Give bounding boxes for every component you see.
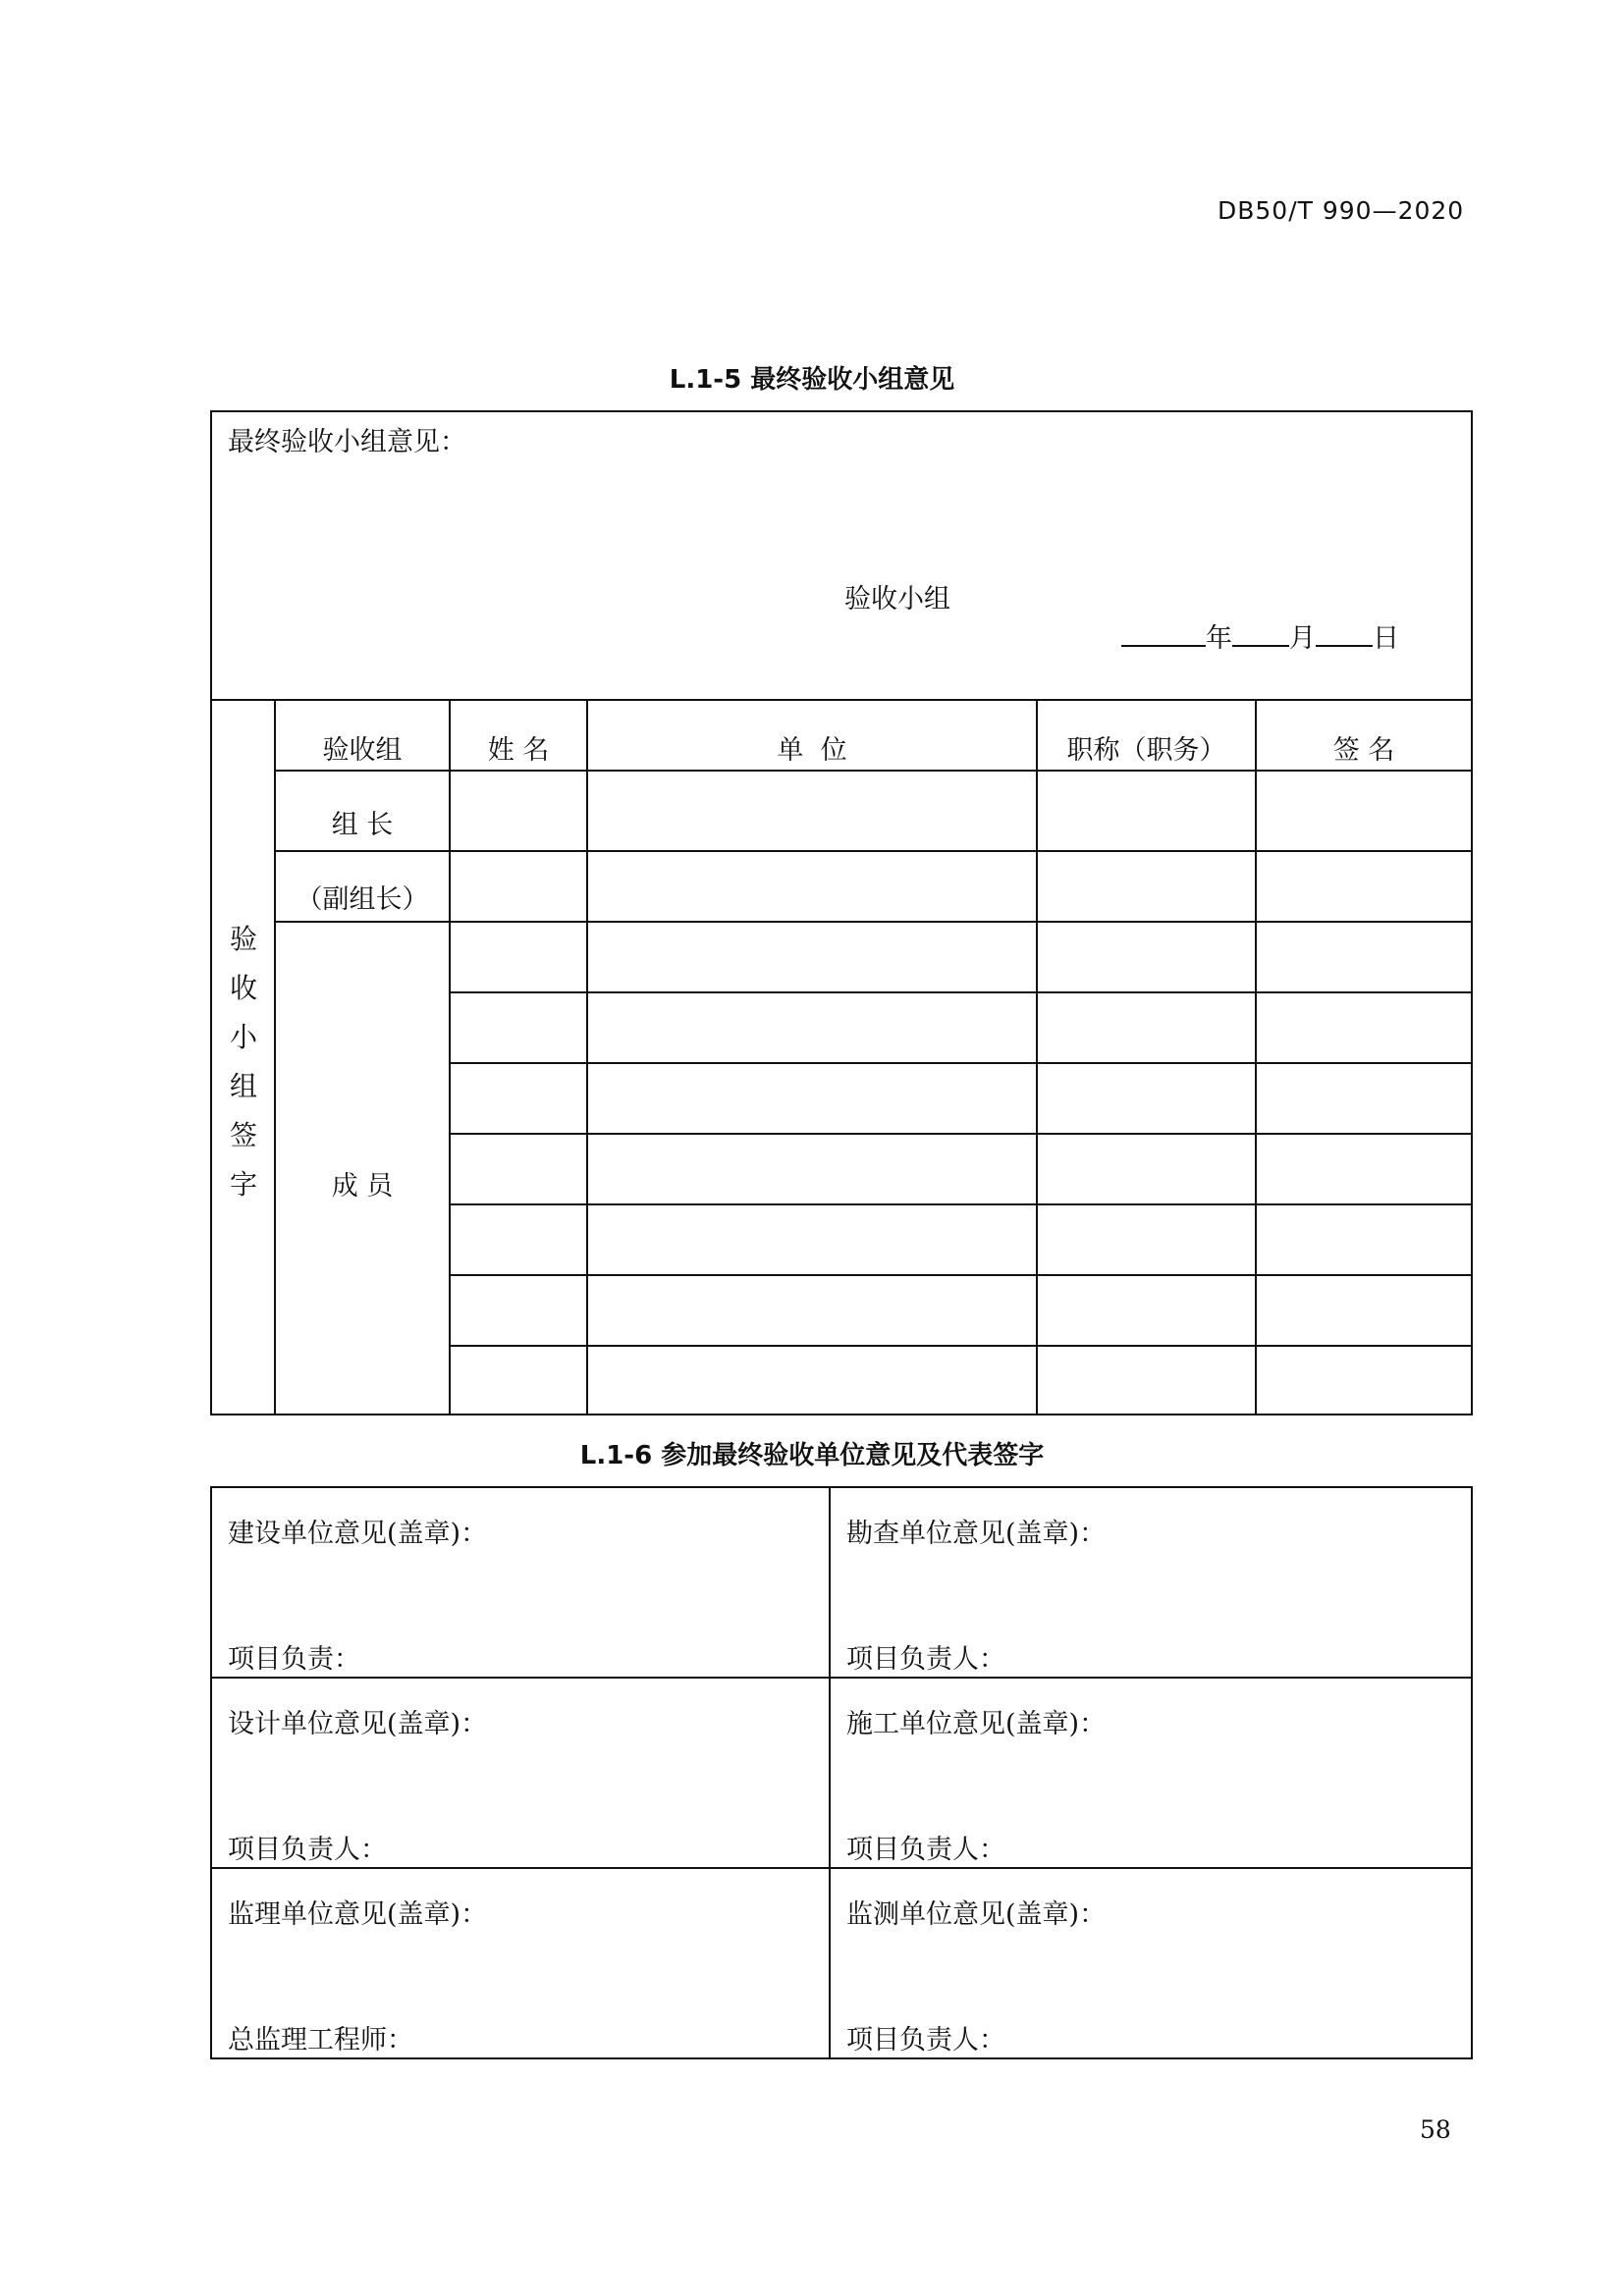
group-opinion-label: 最终验收小组意见： <box>228 427 466 457</box>
column-header-signature: 签 名 <box>1332 735 1395 766</box>
group-label: 验收小组 <box>844 584 950 614</box>
row-label-leader: 组 长 <box>331 810 394 840</box>
column-header-title: 职称（职务） <box>1066 735 1226 766</box>
date-year: 年 <box>1206 623 1232 654</box>
column-header-unit: 单 位 <box>777 735 847 766</box>
page-number: 58 <box>1420 2115 1451 2144</box>
side-label-signature: 验 收 小 组 签 字 <box>229 923 257 1201</box>
date-line <box>1121 616 1399 655</box>
survey-unit-signer: 项目负责人： <box>846 1644 1005 1675</box>
builder-unit-opinion: 施工单位意见(盖章)： <box>846 1709 1107 1739</box>
supervision-unit-opinion: 监理单位意见(盖章)： <box>228 1899 488 1930</box>
section2-title: L.1-6 参加最终验收单位意见及代表签字 <box>579 1441 1045 1470</box>
section1-title: L.1-5 最终验收小组意见 <box>669 365 955 395</box>
column-header-name: 姓 名 <box>487 735 550 766</box>
supervision-unit-signer: 总监理工程师： <box>228 2025 413 2056</box>
document-code: DB50/T 990—2020 <box>1218 196 1465 225</box>
builder-unit-signer: 项目负责人： <box>846 1835 1005 1865</box>
monitoring-unit-signer: 项目负责人： <box>846 2025 1005 2056</box>
date-day: 日 <box>1373 623 1399 654</box>
date-month: 月 <box>1289 623 1316 654</box>
row-label-vice-leader: （副组长） <box>296 884 429 915</box>
column-header-group: 验收组 <box>322 735 403 766</box>
monitoring-unit-opinion: 监测单位意见(盖章)： <box>846 1899 1107 1930</box>
design-unit-signer: 项目负责人： <box>228 1835 387 1865</box>
construction-unit-opinion: 建设单位意见(盖章)： <box>228 1519 488 1549</box>
design-unit-opinion: 设计单位意见(盖章)： <box>228 1709 488 1739</box>
survey-unit-opinion: 勘查单位意见(盖章)： <box>846 1519 1107 1549</box>
construction-unit-signer: 项目负责： <box>228 1644 360 1675</box>
row-label-members: 成 员 <box>331 1171 394 1201</box>
